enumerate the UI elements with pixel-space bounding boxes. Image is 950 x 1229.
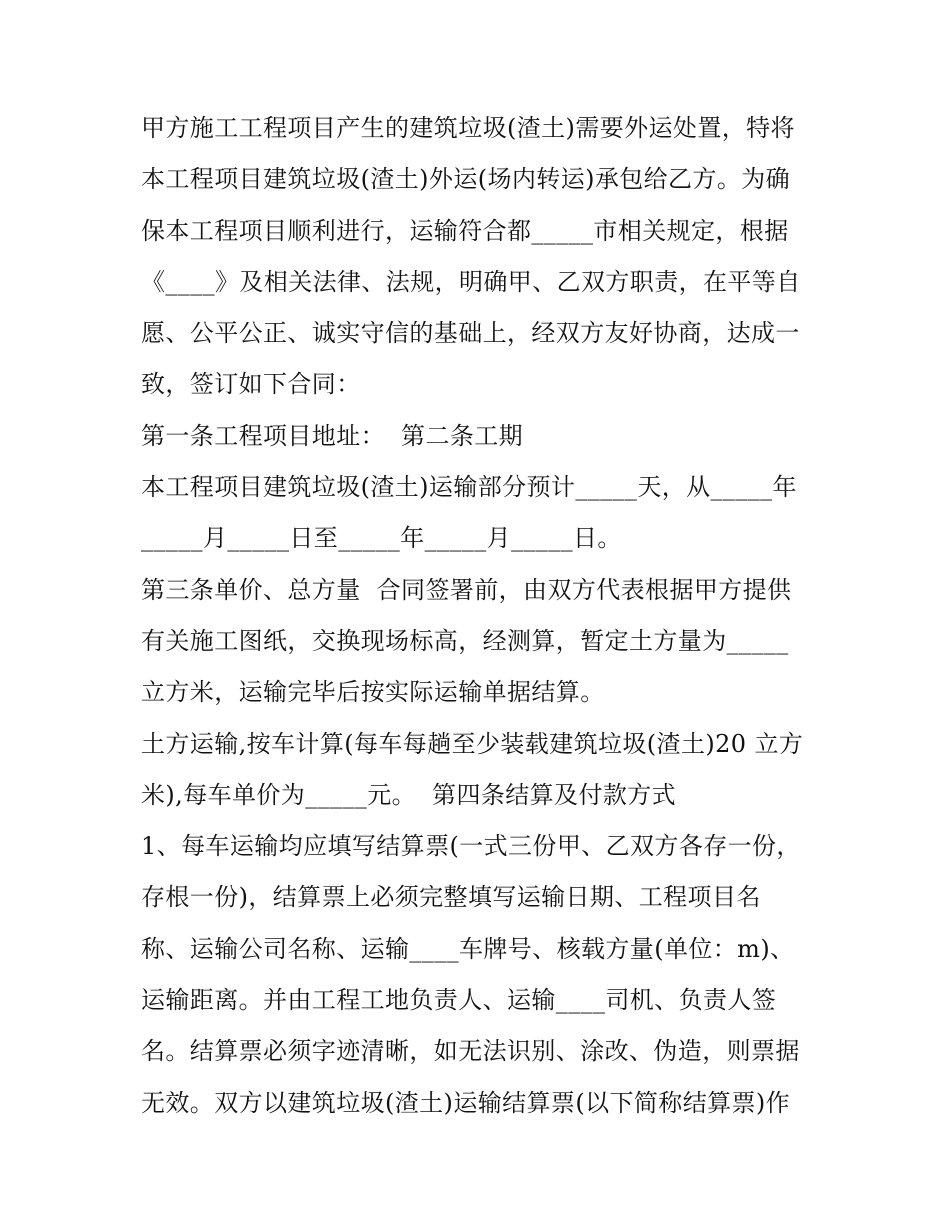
text-line: 本工程项目建筑垃圾(渣土)外运(场内转运)承包给乙方。为确 xyxy=(141,165,791,194)
text-line: 立方米，运输完毕后按实际运输单据结算。 xyxy=(141,678,605,707)
text-line: 称、运输公司名称、运输____车牌号、核载方量(单位：m)、 xyxy=(141,934,795,963)
text-line: 无效。双方以建筑垃圾(渣土)运输结算票(以下简称结算票)作 xyxy=(141,1088,791,1117)
text-line: 土方运输,按车计算(每车每趟至少装载建筑垃圾(渣土)20 立方 xyxy=(141,729,804,758)
text-line: 本工程项目建筑垃圾(渣土)运输部分预计_____天，从_____年 xyxy=(141,473,797,502)
text-line: 甲方施工工程项目产生的建筑垃圾(渣土)需要外运处置，特将 xyxy=(141,114,795,142)
text-line: 存根一份)，结算票上必须完整填写运输日期、工程项目名 xyxy=(141,883,761,912)
text-line: 运输距离。并由工程工地负责人、运输____司机、负责人签 xyxy=(141,986,777,1015)
contract-text xyxy=(141,103,821,1129)
section-heading-line: 第三条单价、总方量 合同签署前，由双方代表根据甲方提供 xyxy=(141,575,792,604)
text-line: 米),每车单价为_____元。 第四条结算及付款方式 xyxy=(141,780,677,809)
text-line: 愿、公平公正、诚实守信的基础上，经双方友好协商，达成一 xyxy=(141,319,800,348)
section-heading-line: 第一条工程项目地址： 第二条工期 xyxy=(141,421,524,450)
text-line: 名。结算票必须字迹清晰，如无法识别、涂改、伪造，则票据 xyxy=(141,1037,800,1066)
text-line: 《____》及相关法律、法规，明确甲、乙双方职责，在平等自 xyxy=(141,267,801,296)
text-line: 保本工程项目顺利进行，运输符合都_____市相关规定，根据 xyxy=(141,216,789,245)
text-line: 有关施工图纸，交换现场标高，经测算，暂定土方量为_____ xyxy=(141,626,789,655)
text-line: 1、每车运输均应填写结算票(一式三份甲、乙双方各存一份， xyxy=(141,832,801,861)
text-line: _____月_____日至_____年_____月_____日。 xyxy=(141,524,622,553)
text-line: 致，签订如下合同： xyxy=(141,370,361,399)
